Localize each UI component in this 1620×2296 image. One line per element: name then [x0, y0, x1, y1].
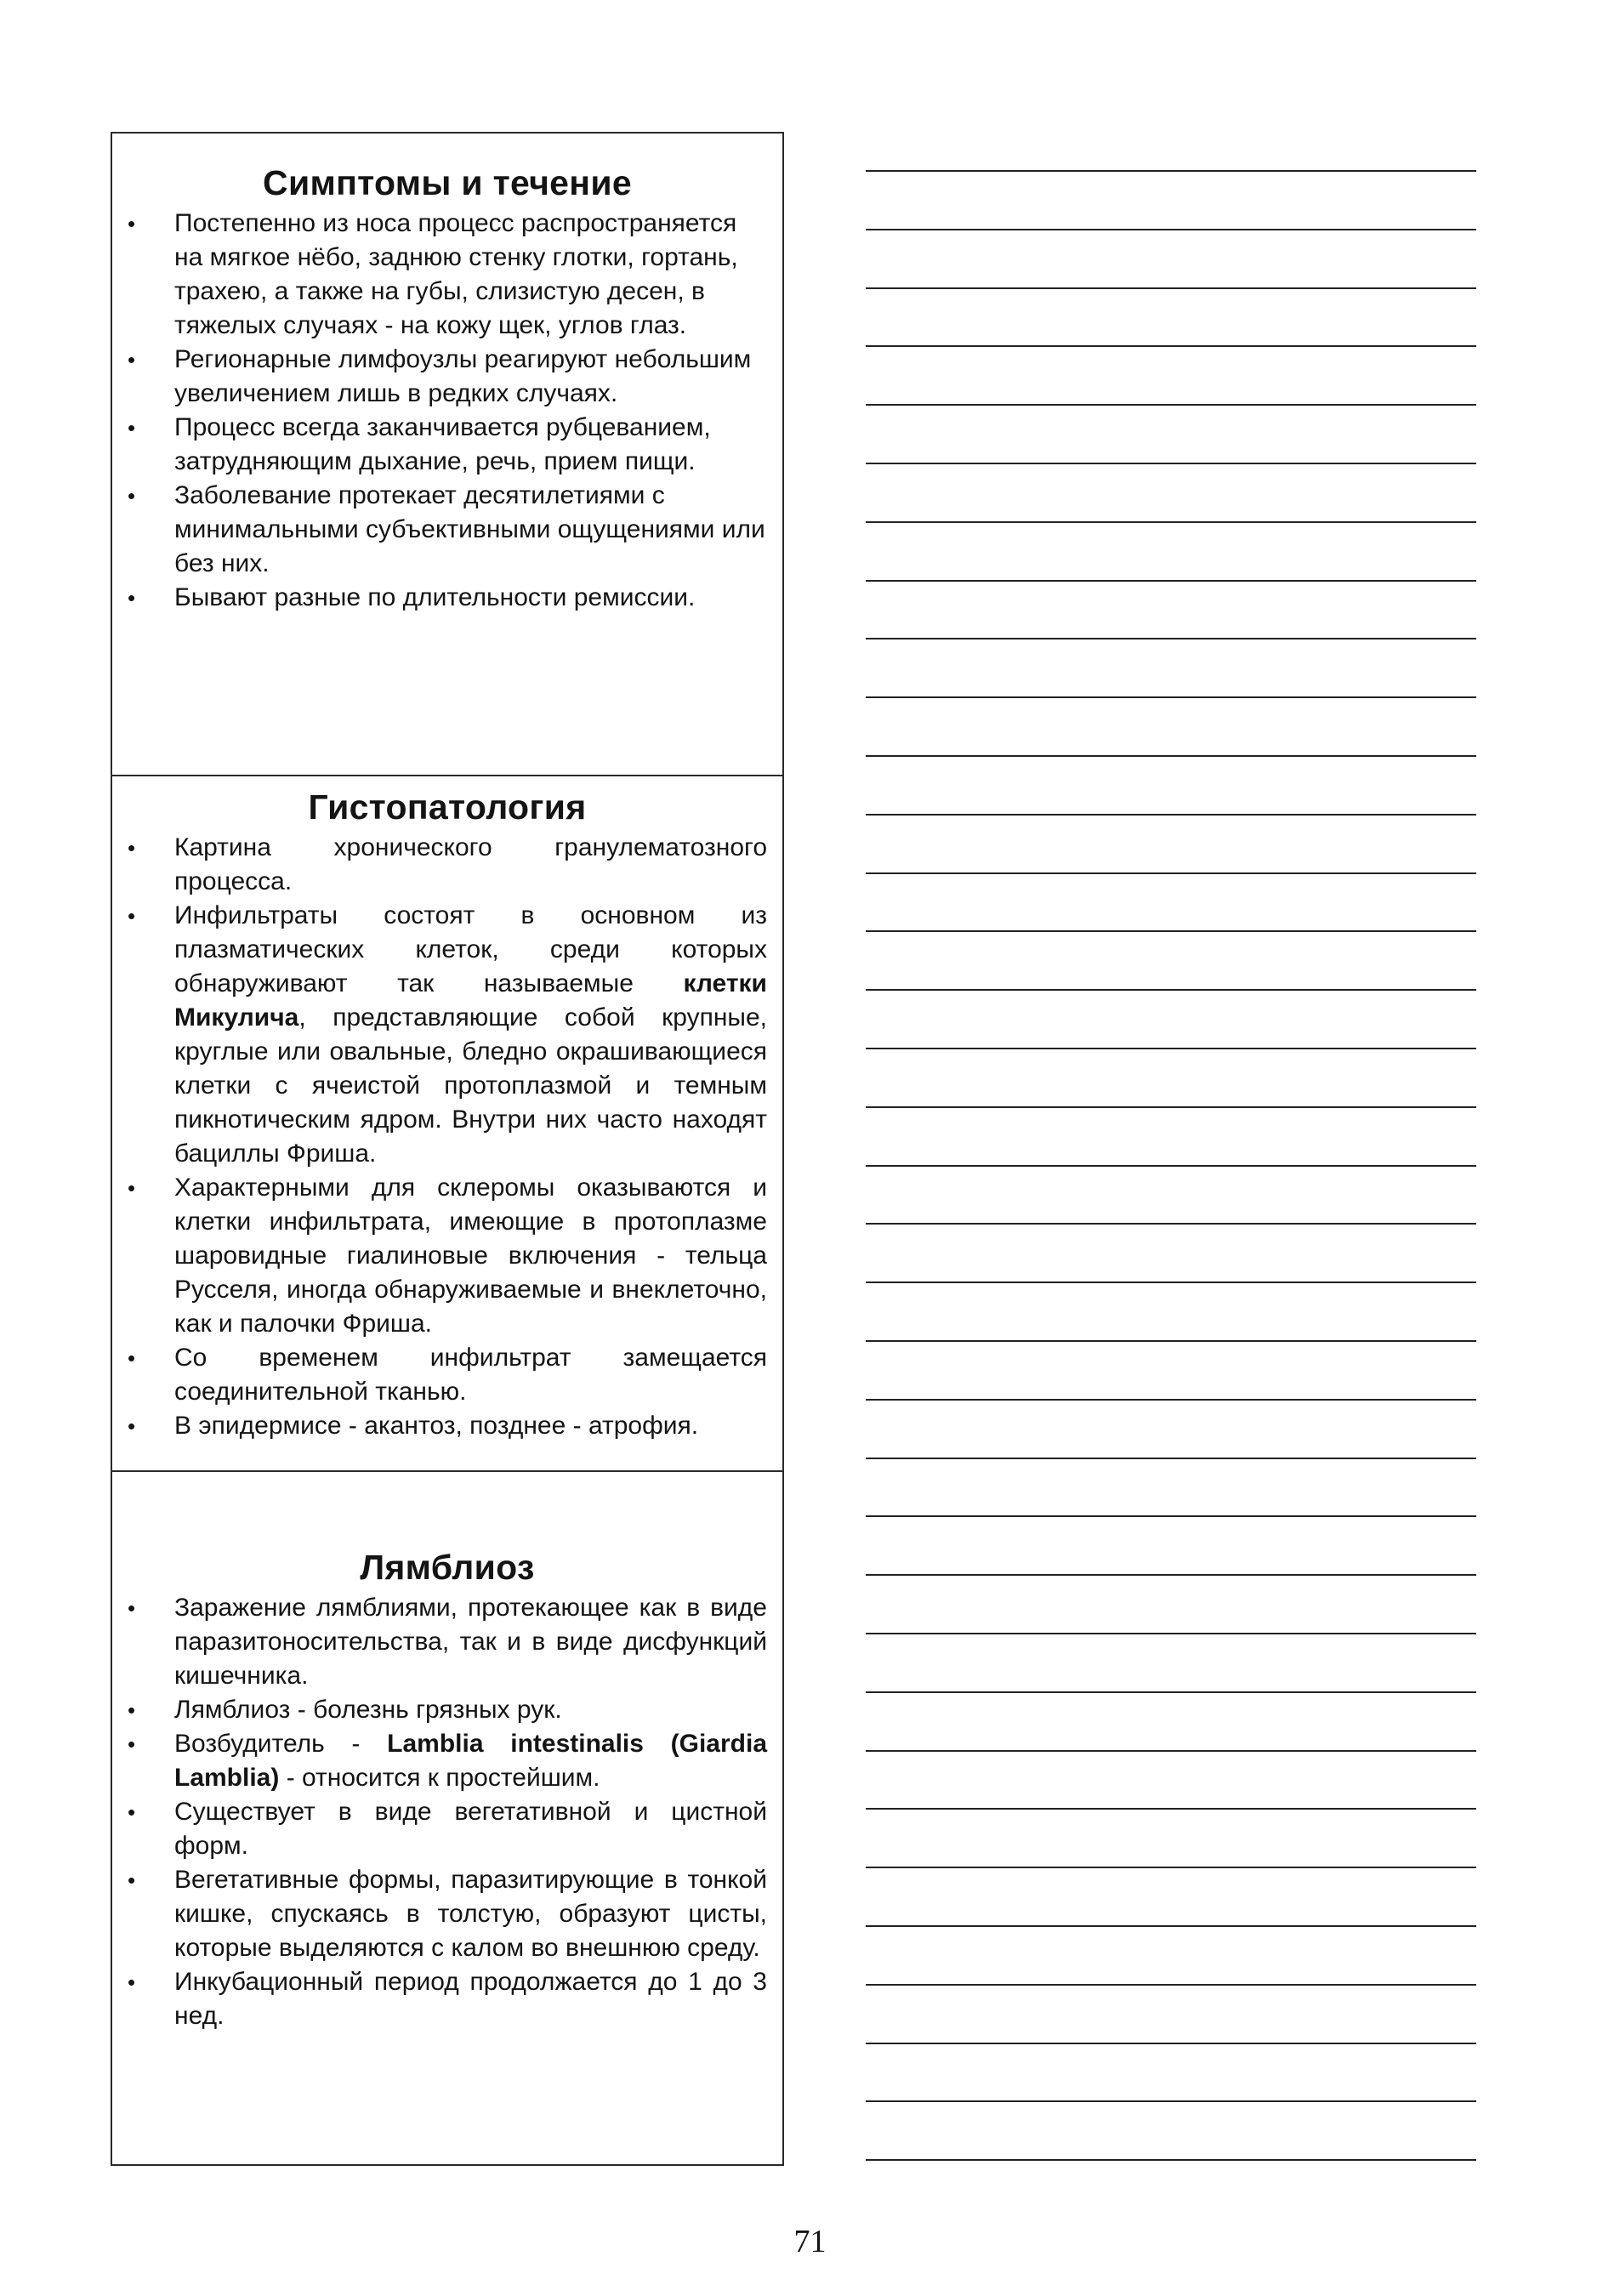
bold-term: клетки Микулича: [174, 969, 767, 1031]
note-line: [866, 930, 1476, 932]
list-item: • В эпидермисе - акантоз, позднее - атрофия.: [128, 1409, 767, 1443]
note-line: [866, 1515, 1476, 1517]
list-item: [128, 1727, 767, 1795]
note-line: [866, 1223, 1476, 1225]
note-line: [866, 170, 1476, 172]
bullet-list: [112, 1591, 782, 2033]
note-line: [866, 1750, 1476, 1752]
section-title: Лямблиоз: [360, 1548, 535, 1587]
note-line: [866, 1691, 1476, 1693]
list-item: • Существует в виде вегетативной и цистной форм.: [128, 1795, 767, 1863]
note-line: [866, 229, 1476, 230]
note-line: [866, 345, 1476, 347]
bullet-list: [112, 831, 782, 1443]
note-line: [866, 2100, 1476, 2102]
note-line: [866, 1808, 1476, 1810]
note-line: [866, 989, 1476, 991]
note-line: [866, 404, 1476, 406]
section-title: Гистопатология: [308, 787, 587, 827]
list-item: • Постепенно из носа процесс распространяется на мягкое нёбо, заднюю стенку глотки, гортань, трахею, а также на губы, слизистую десен, в тяжелых случаях - на кожу щек, углов глаз.: [128, 207, 767, 343]
note-line: [866, 1458, 1476, 1459]
note-line: [866, 638, 1476, 639]
note-line: [866, 1984, 1476, 1986]
note-line: [866, 1165, 1476, 1167]
note-line: [866, 2159, 1476, 2161]
list-item: • Процесс всегда заканчивается рубцеванием, затрудняющим дыхание, речь, прием пищи.: [128, 411, 767, 479]
note-line: [866, 696, 1476, 698]
note-line: [866, 1867, 1476, 1868]
bold-term: Lamblia intestinalis (Giardia Lamblia): [174, 1730, 767, 1792]
item-text: Инфильтраты состоят в основном из плазматических клеток, среди которых обнаруживают так называемые: [174, 901, 767, 997]
section-symptoms: [112, 134, 782, 776]
note-line: [866, 755, 1476, 757]
note-line: [866, 1106, 1476, 1108]
note-line: [866, 1925, 1476, 1927]
note-line: [866, 287, 1476, 289]
section-title: Симптомы и течение: [263, 163, 632, 202]
note-line: [866, 521, 1476, 523]
note-line: [866, 1399, 1476, 1401]
list-item: • Картина хронического гранулематозного процесса.: [128, 831, 767, 899]
item-text: , представляющие собой крупные, круглые или овальные, бледно окрашивающиеся клетки с ячеистой протоплазмой и темным пикнотическим ядром. Внутри них часто находят бациллы Фриша.: [174, 1003, 767, 1168]
note-line: [866, 1574, 1476, 1576]
note-line: [866, 2043, 1476, 2044]
note-line: [866, 1282, 1476, 1283]
list-item: • Регионарные лимфоузлы реагируют небольшим увеличением лишь в редких случаях.: [128, 343, 767, 411]
list-item: • Бывают разные по длительности ремиссии.: [128, 581, 767, 615]
content-box: [111, 132, 784, 2166]
list-item: • Заболевание протекает десятилетиями с минимальными субъективными ощущениями или без них.: [128, 479, 767, 581]
list-item: • Со временем инфильтрат замещается соединительной тканью.: [128, 1341, 767, 1409]
note-line: [866, 1048, 1476, 1049]
list-item: • Характерными для склеромы оказываются и клетки инфильтрата, имеющие в протоплазме шаровидные гиалиновые включения - тельца Русселя, иногда обнаруживаемые и внеклеточно, как и палочки Фриша.: [128, 1171, 767, 1341]
list-item: • Инкубационный период продолжается до 1 до 3 нед.: [128, 1965, 767, 2033]
section-giardiasis: [112, 1472, 782, 2166]
note-line: [866, 1633, 1476, 1634]
note-line: [866, 872, 1476, 874]
list-item: • Заражение лямблиями, протекающее как в виде паразитоносительства, так и в виде дисфункций кишечника.: [128, 1591, 767, 1693]
note-line: [866, 814, 1476, 816]
list-item: • Лямблиоз - болезнь грязных рук.: [128, 1693, 767, 1727]
bullet-list: [112, 207, 782, 615]
section-histopathology: [112, 776, 782, 1472]
note-line: [866, 1340, 1476, 1342]
item-text: - относится к простейшим.: [279, 1764, 600, 1792]
note-line: [866, 580, 1476, 582]
list-item: [128, 899, 767, 1171]
page-number: 71: [793, 2224, 827, 2259]
item-text: Возбудитель -: [174, 1730, 388, 1758]
note-line: [866, 463, 1476, 464]
list-item: • Вегетативные формы, паразитирующие в тонкой кишке, спускаясь в толстую, образуют цисты, которые выделяются с калом во внешнюю среду.: [128, 1863, 767, 1965]
